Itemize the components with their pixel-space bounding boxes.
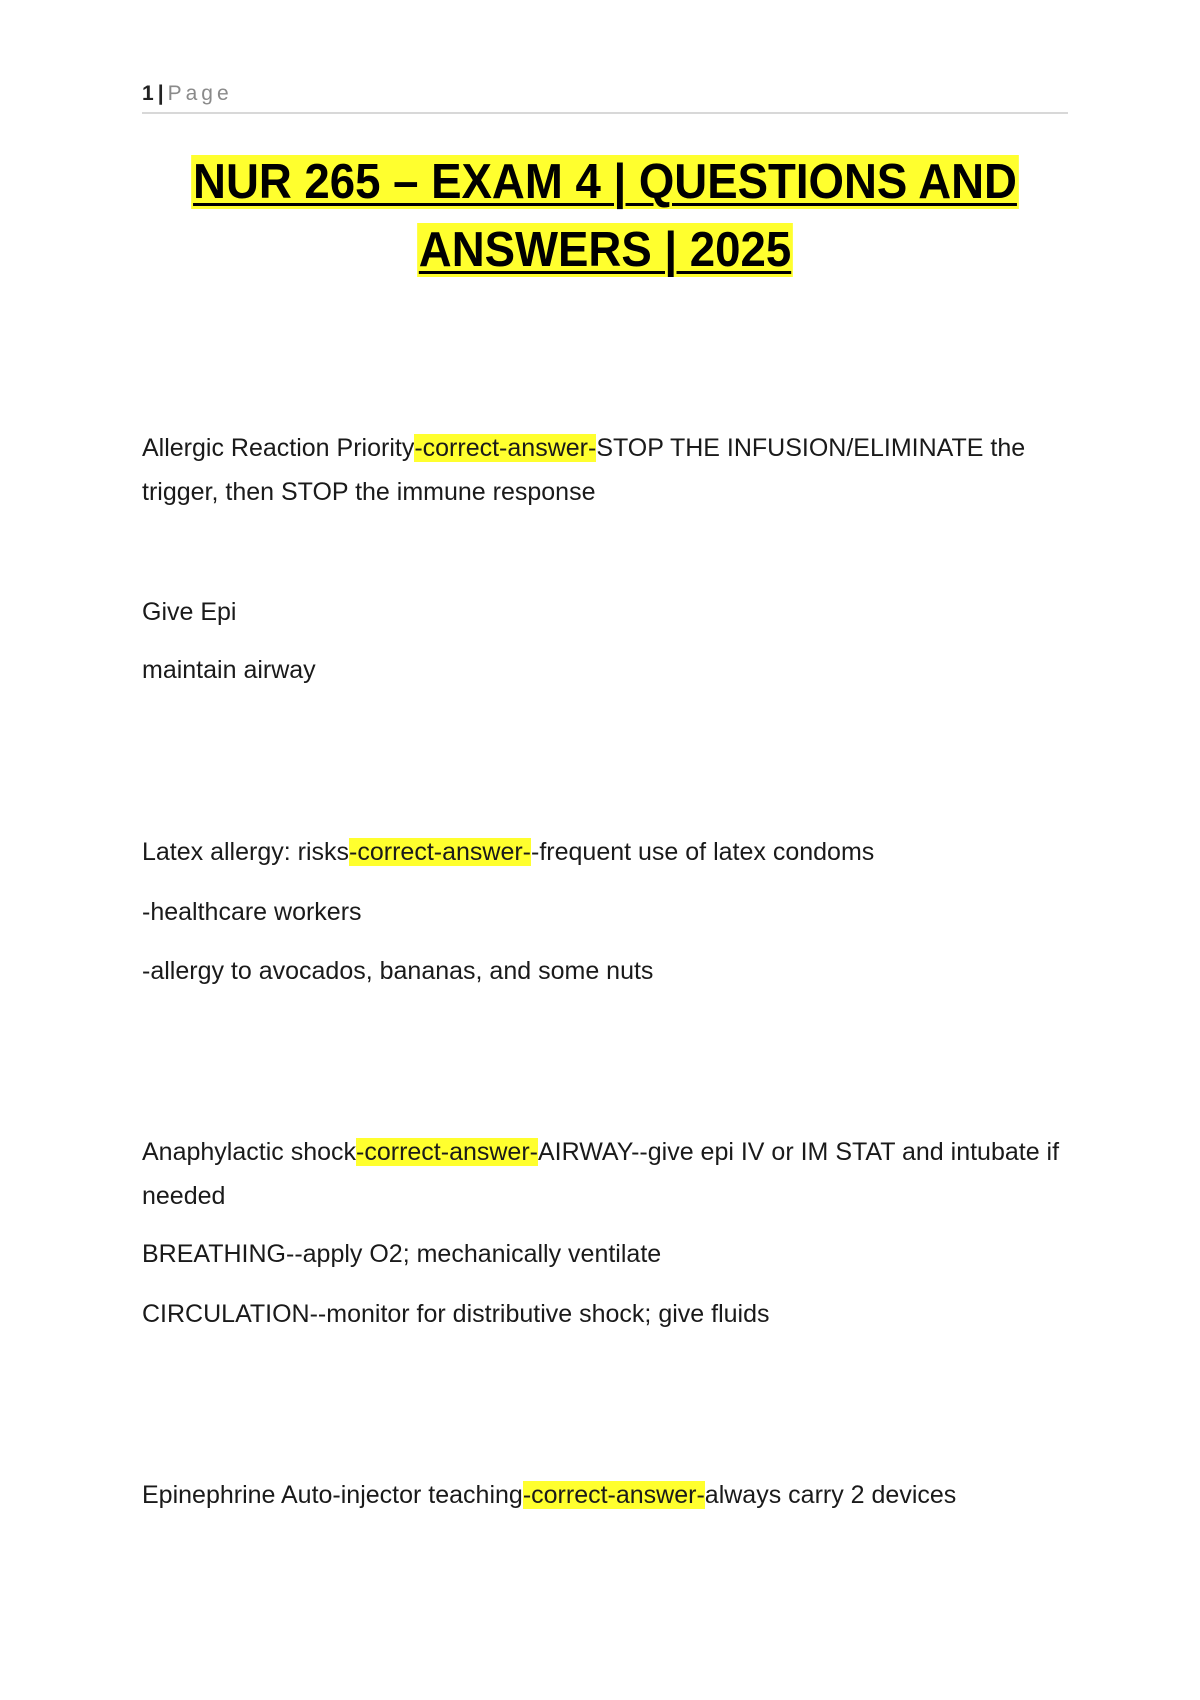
qa-entry [142,426,1082,514]
page-label: Page [167,82,233,105]
qa-item-anaphylactic-shock [142,1130,1082,1218]
answer-text: always carry 2 devices [704,1481,957,1509]
page-number: 1 [142,82,154,105]
question-text: Latex allergy: risks [142,838,350,866]
qa-item-latex-allergy [142,830,1082,874]
qa-extra-line [142,1232,1082,1276]
qa-item-auto-injector [142,1473,1082,1517]
answer-marker: -correct-answer- [356,1138,538,1166]
answer-text: STOP THE INFUSION/ELIMINATE the trigger, then STOP the immune response [142,434,1026,506]
title-line-2: ANSWERS | 2025 [418,223,792,277]
answer-detail: CIRCULATION--monitor for distributive shock; give fluids [142,1300,770,1328]
answer-detail: Give Epi [142,598,237,626]
page-separator: | [157,82,164,105]
qa-entry [142,830,1082,874]
qa-extra-line [142,1292,1082,1336]
question-text: Allergic Reaction Priority [142,434,415,462]
title-line-1: NUR 265 – EXAM 4 | QUESTIONS AND [193,155,1017,209]
answer-text: AIRWAY--give epi IV or IM STAT and intubate if needed [142,1138,1060,1210]
qa-extra-line [142,648,1082,692]
qa-extra-line [142,949,1082,993]
answer-detail: BREATHING--apply O2; mechanically ventilate [142,1240,662,1268]
qa-entry [142,1130,1082,1218]
qa-entry [142,1473,1082,1517]
qa-item-allergic-reaction [142,426,1082,514]
document-title [174,148,1035,284]
answer-marker: -correct-answer- [349,838,532,866]
answer-marker: -correct-answer- [522,1481,705,1509]
question-text: Epinephrine Auto-injector teaching [142,1481,523,1509]
answer-text: -frequent use of latex condoms [531,838,875,866]
answer-marker: -correct-answer- [414,434,597,462]
answer-detail: -allergy to avocados, bananas, and some nuts [142,957,654,985]
answer-detail: maintain airway [142,656,316,684]
question-text: Anaphylactic shock [142,1138,357,1166]
qa-extra-line [142,590,1082,634]
qa-extra-line [142,890,1082,934]
page-header [142,80,1068,114]
answer-detail: -healthcare workers [142,898,362,926]
